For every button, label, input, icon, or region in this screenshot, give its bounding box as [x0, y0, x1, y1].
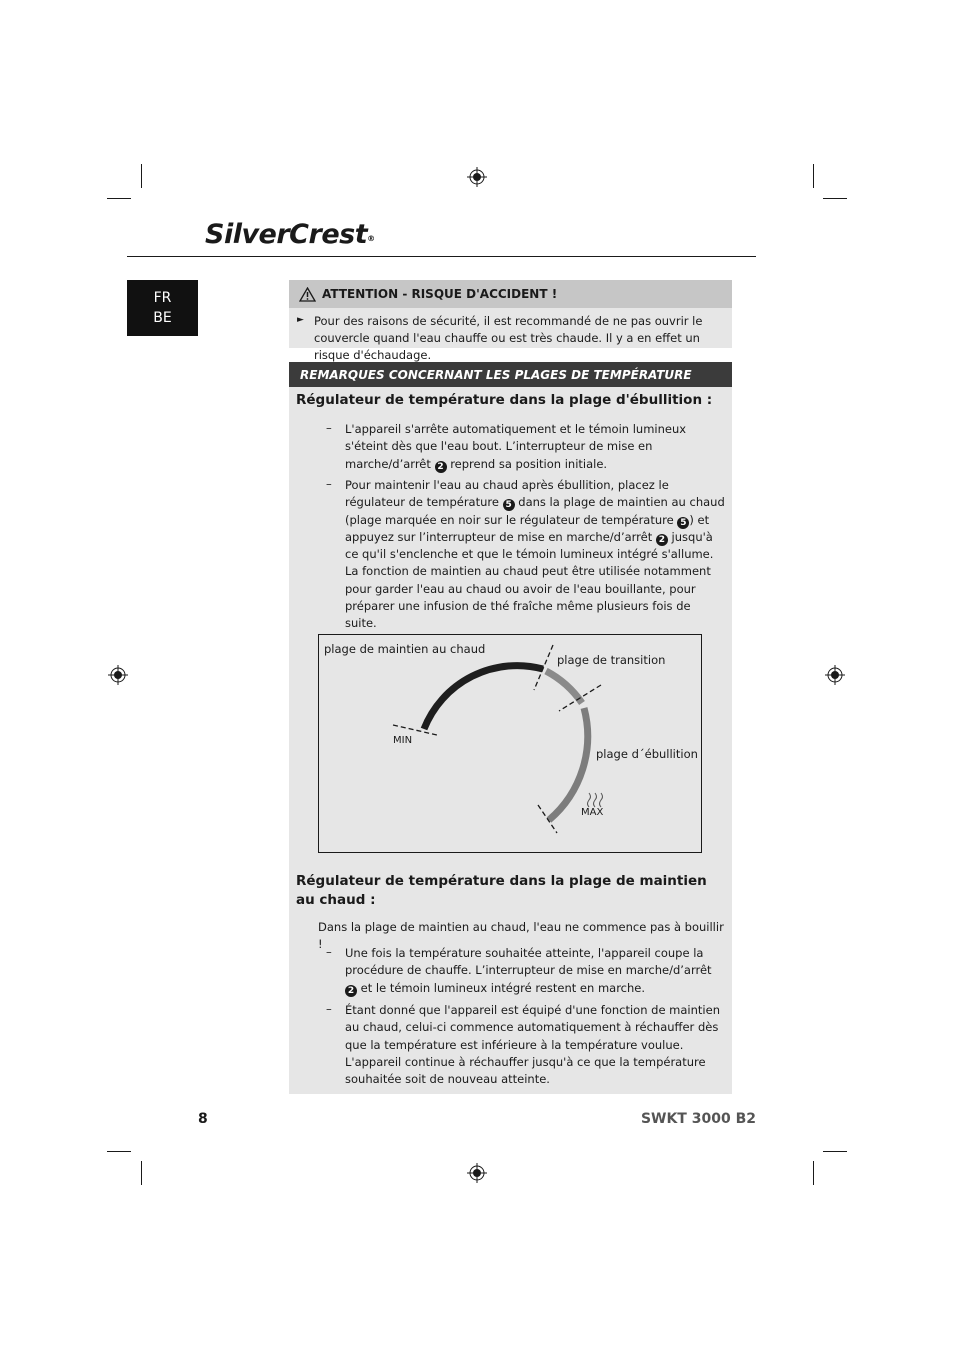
ref-number-badge: 2 — [656, 534, 668, 546]
temperature-dial-diagram — [318, 634, 702, 853]
list-dash: – — [326, 477, 332, 491]
min-tick — [393, 725, 437, 735]
crop-mark — [813, 1161, 814, 1185]
crop-mark — [823, 198, 847, 199]
list-item — [345, 945, 725, 997]
ref-number-badge: 5 — [503, 499, 515, 511]
registration-mark-icon — [108, 665, 128, 685]
item-text: dans la plage de maintien au chaud (plage marquée en noir sur le régulateur de température — [345, 495, 725, 527]
crop-mark — [813, 164, 814, 188]
language-tab — [127, 280, 198, 336]
ref-number-badge: 2 — [435, 461, 447, 473]
page-number: 8 — [198, 1111, 208, 1127]
language-code-be: BE — [153, 310, 172, 326]
brand-logo — [205, 219, 375, 251]
keep-warm-heading: Régulateur de température dans la plage de maintien au chaud : — [296, 873, 707, 908]
keep-warm-intro: Dans la plage de maintien au chaud, l'eau ne commence pas à bouillir ! — [318, 920, 724, 952]
brand-name: SilverCrest — [205, 219, 368, 250]
item-text: Pour maintenir l'eau au chaud après ébullition, placez le régulateur de température — [345, 478, 669, 510]
crop-mark — [141, 164, 142, 188]
ref-number-badge: 2 — [345, 985, 357, 997]
list-dash: – — [326, 945, 332, 959]
boiling-heading: Régulateur de température dans la plage d'ébullition : — [296, 392, 713, 408]
boiling-label: plage d´ébullition — [596, 747, 698, 761]
crop-mark — [823, 1151, 847, 1152]
language-code-fr: FR — [153, 290, 172, 306]
warning-header — [289, 280, 732, 308]
section-title: REMARQUES CONCERNANT LES PLAGES DE TEMPÉRATURE — [289, 362, 732, 387]
list-item — [345, 1002, 725, 1088]
ref-number-badge: 5 — [677, 517, 689, 529]
model-number: SWKT 3000 B2 — [640, 1111, 756, 1127]
item-text: jusqu'à ce qu'il s'enclenche et que le témoin lumineux intégré s'allume. — [345, 529, 714, 562]
list-item — [345, 477, 725, 633]
steam-icon — [588, 793, 603, 807]
crop-mark — [141, 1161, 142, 1185]
item-text: et le témoin lumineux intégré restent en marche. — [360, 980, 646, 995]
item-text: reprend sa position initiale. — [450, 456, 608, 471]
list-dash: – — [326, 421, 332, 435]
item-text: L'appareil s'arrête automatiquement et le témoin lumineux s'éteint dès que l'eau bout. L’interrupteur de mise en marche/d’arrêt — [345, 422, 687, 471]
dial-arcs — [319, 635, 701, 852]
boiling-arc — [549, 708, 588, 820]
warning-text: Pour des raisons de sécurité, il est recommandé de ne pas ouvrir le couvercle quand l'eau chauffe ou est très chaude. Il y a en effet un risque d'échaudage. — [314, 314, 703, 362]
warning-triangle-icon — [299, 287, 316, 302]
list-item — [345, 421, 725, 473]
crop-mark — [107, 1151, 131, 1152]
transition-arc — [546, 671, 582, 703]
transition-label: plage de transition — [557, 653, 666, 667]
transition-tick-lower — [559, 685, 601, 711]
min-label: MIN — [393, 735, 413, 746]
item-text: Une fois la température souhaitée atteinte, l'appareil coupe la procédure de chauffe. L’interrupteur de mise en marche/d’arrêt — [345, 946, 712, 978]
item-text: ) et appuyez sur l’interrupteur de mise en marche/d’arrêt — [345, 512, 710, 544]
bullet-arrow-icon: ► — [297, 315, 304, 325]
warning-box — [289, 280, 732, 362]
crop-mark — [107, 198, 131, 199]
keep-warm-label: plage de maintien au chaud — [324, 642, 486, 656]
header-rule — [127, 256, 756, 257]
item-extra-text: La fonction de maintien au chaud peut être utilisée notamment pour garder l'eau au chaud ou avoir de l'eau bouillante, pour préparer une infusion de thé fraîche même plusieurs fois de suite. — [345, 564, 711, 631]
registration-mark-icon — [825, 665, 845, 685]
registration-mark-icon — [467, 1163, 487, 1183]
brand-registered-mark: ® — [367, 234, 375, 243]
keep-warm-arc — [424, 666, 543, 729]
list-dash: – — [326, 1002, 332, 1016]
max-label: MAX — [581, 807, 604, 818]
warning-title: ATTENTION - RISQUE D'ACCIDENT ! — [322, 287, 558, 301]
temperature-section — [289, 362, 732, 1094]
item-text: Étant donné que l'appareil est équipé d'une fonction de maintien au chaud, celui-ci commence automatiquement à réchauffer dès que la température est inférieure à la température voulue. L'appareil continue à réchauffer jusqu'à ce que la température souhaitée soit de nouveau atteinte. — [345, 1003, 720, 1087]
registration-mark-icon — [467, 167, 487, 187]
